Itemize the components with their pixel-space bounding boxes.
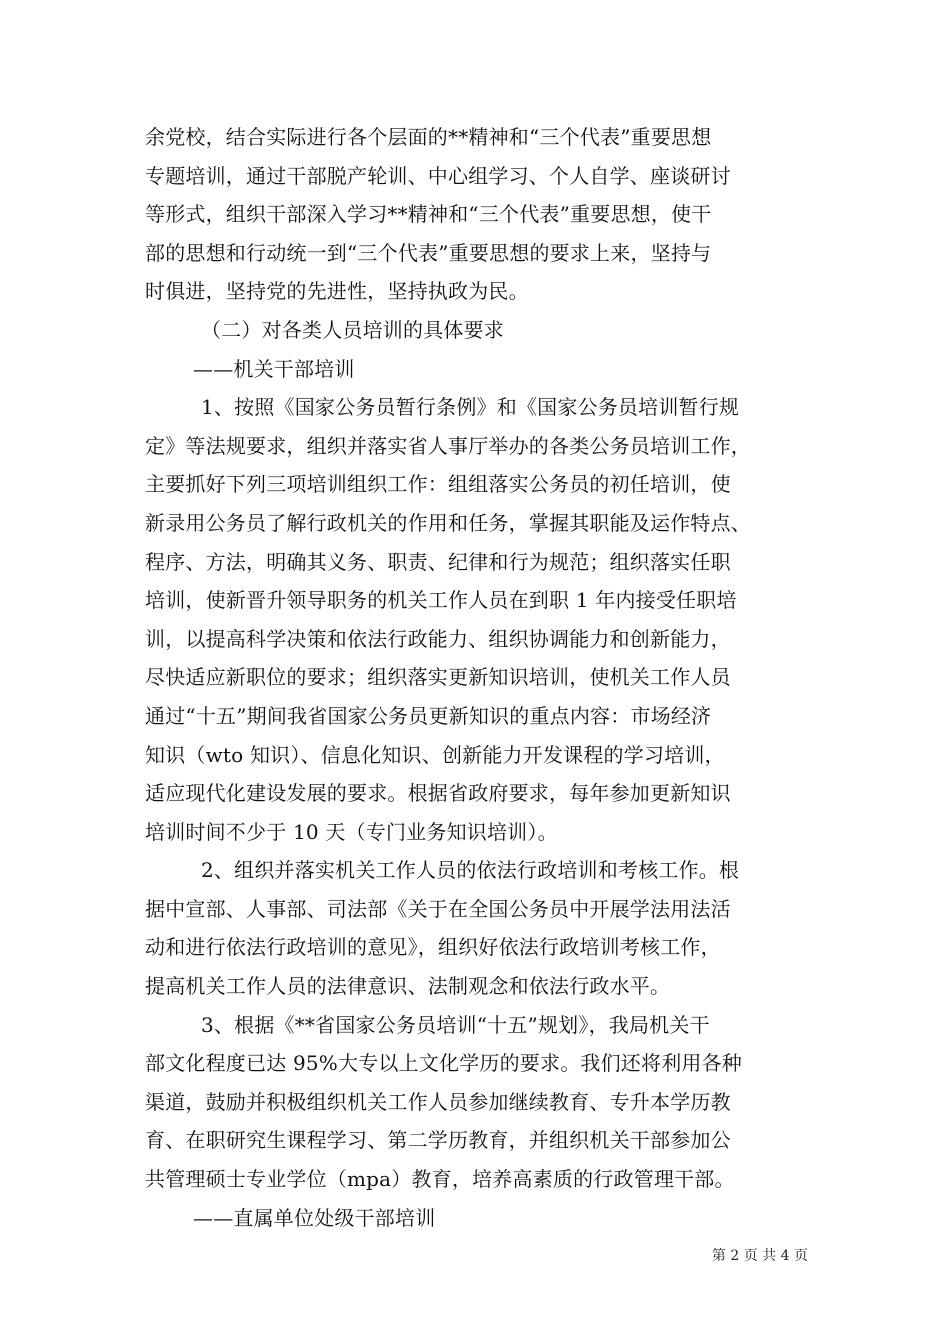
text-line: 新录用公务员了解行政机关的作用和任务，掌握其职能及运作特点、 xyxy=(145,510,751,535)
text-line: 时俱进，坚持党的先进性，坚持执政为民。 xyxy=(145,279,529,304)
text-line: 专题培训，通过干部脱产轮训、中心组学习、个人自学、座谈研讨 xyxy=(145,163,731,188)
subsection-heading: ——直属单位处级干部培训 xyxy=(193,1205,436,1230)
paragraph-start: 2、组织并落实机关工作人员的依法行政培训和考核工作。根 xyxy=(201,858,740,883)
text-line: 程序、方法，明确其义务、职责、纪律和行为规范；组织落实任职 xyxy=(145,549,731,574)
text-line: 据中宣部、人事部、司法部《关于在全国公务员中开展学法用法活 xyxy=(145,896,731,921)
document-body xyxy=(145,118,825,1237)
text-line: 培训，使新晋升领导职务的机关工作人员在到职 1 年内接受任职培 xyxy=(145,588,737,613)
text-line: 训，以提高科学决策和依法行政能力、组织协调能力和创新能力， xyxy=(145,626,731,651)
text-line: 部的思想和行动统一到“三个代表”重要思想的要求上来，坚持与 xyxy=(145,240,712,265)
text-line: 等形式，组织干部深入学习**精神和“三个代表”重要思想，使干 xyxy=(145,202,712,227)
text-line: 渠道，鼓励并积极组织机关工作人员参加继续教育、专升本学历教 xyxy=(145,1089,731,1114)
text-line: 共管理硕士专业学位（mpa）教育，培养高素质的行政管理干部。 xyxy=(145,1167,735,1192)
text-line: 余党校，结合实际进行各个层面的**精神和“三个代表”重要思想 xyxy=(145,125,712,149)
section-heading: （二）对各类人员培训的具体要求 xyxy=(201,317,504,342)
text-line: 主要抓好下列三项培训组织工作：组组落实公务员的初任培训，使 xyxy=(145,472,731,497)
text-line: 通过“十五”期间我省国家公务员更新知识的重点内容：市场经济 xyxy=(145,703,712,728)
text-line: 动和进行依法行政培训的意见》，组织好依法行政培训考核工作， xyxy=(145,935,721,960)
text-line: 培训时间不少于 10 天（专门业务知识培训）。 xyxy=(145,819,558,844)
text-line: 定》等法规要求，组织并落实省人事厅举办的各类公务员培训工作， xyxy=(145,433,751,458)
text-line: 育、在职研究生课程学习、第二学历教育，并组织机关干部参加公 xyxy=(145,1128,731,1153)
text-line: 提高机关工作人员的法律意识、法制观念和依法行政水平。 xyxy=(145,974,671,999)
page-number: 第 2 页 共 4 页 xyxy=(711,1248,808,1264)
subsection-heading: ——机关干部培训 xyxy=(193,356,355,381)
text-line: 知识（wto 知识）、信息化知识、创新能力开发课程的学习培训， xyxy=(145,742,725,767)
text-line: 部文化程度已达 95%大专以上文化学历的要求。我们还将利用各种 xyxy=(145,1051,743,1076)
paragraph-start: 3、根据《**省国家公务员培训“十五”规划》，我局机关干 xyxy=(201,1012,710,1037)
text-line: 尽快适应新职位的要求；组织落实更新知识培训，使机关工作人员 xyxy=(145,665,731,690)
paragraph-start: 1、按照《国家公务员暂行条例》和《国家公务员培训暂行规 xyxy=(201,395,740,420)
text-line: 适应现代化建设发展的要求。根据省政府要求，每年参加更新知识 xyxy=(145,781,731,806)
